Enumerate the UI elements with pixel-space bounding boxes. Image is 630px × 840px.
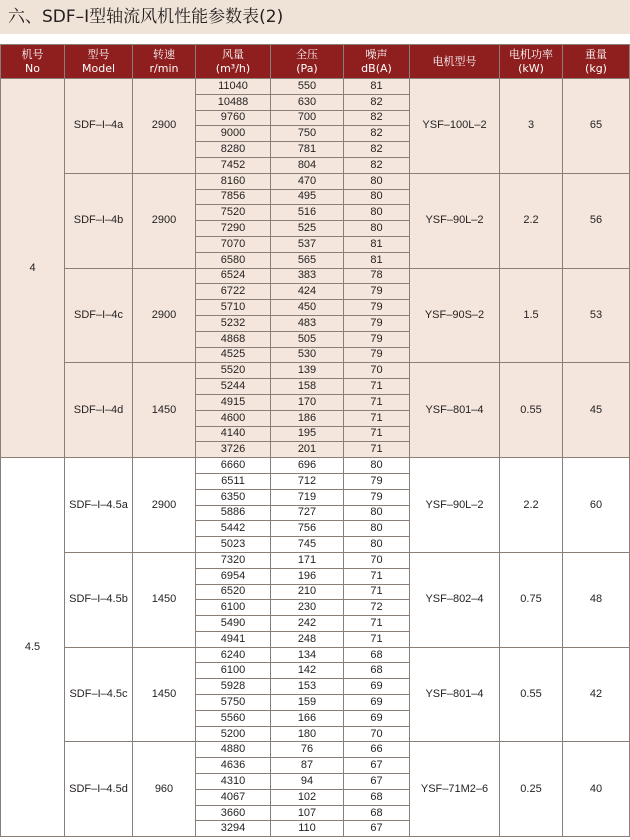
header-power-en: (kW) — [518, 61, 544, 75]
cell-model: SDF–I–4.5a — [65, 458, 133, 553]
cell-model: SDF–I–4.5b — [65, 552, 133, 647]
cell-flow: 6100 — [196, 663, 271, 679]
cell-noise: 80 — [344, 189, 410, 205]
cell-model: SDF–I–4b — [65, 173, 133, 268]
cell-noise: 82 — [344, 110, 410, 126]
cell-noise: 68 — [344, 647, 410, 663]
cell-noise: 80 — [344, 173, 410, 189]
header-noise-zh: 噪声 — [365, 47, 388, 61]
cell-power: 0.55 — [500, 647, 563, 742]
cell-noise: 67 — [344, 774, 410, 790]
cell-weight: 56 — [563, 173, 630, 268]
cell-power: 2.2 — [500, 173, 563, 268]
header-no-en: No — [25, 61, 40, 75]
cell-noise: 68 — [344, 789, 410, 805]
cell-flow: 6511 — [196, 473, 271, 489]
cell-model: SDF–I–4c — [65, 268, 133, 363]
cell-motor: YSF–802–4 — [410, 552, 500, 647]
cell-noise: 70 — [344, 726, 410, 742]
cell-noise: 79 — [344, 347, 410, 363]
cell-pressure: 139 — [271, 363, 344, 379]
cell-pressure: 505 — [271, 331, 344, 347]
cell-speed: 2900 — [133, 173, 196, 268]
cell-speed: 960 — [133, 742, 196, 837]
cell-power: 0.55 — [500, 363, 563, 458]
cell-pressure: 525 — [271, 221, 344, 237]
cell-pressure: 180 — [271, 726, 344, 742]
table-row — [1, 173, 630, 189]
cell-model: SDF–I–4.5c — [65, 647, 133, 742]
cell-noise: 71 — [344, 410, 410, 426]
cell-pressure: 756 — [271, 521, 344, 537]
cell-flow: 6350 — [196, 489, 271, 505]
cell-flow: 5232 — [196, 315, 271, 331]
cell-pressure: 745 — [271, 537, 344, 553]
header-speed-en: r/min — [149, 61, 179, 75]
cell-noise: 71 — [344, 568, 410, 584]
table-row — [1, 79, 630, 95]
cell-power: 2.2 — [500, 458, 563, 553]
cell-flow: 3660 — [196, 805, 271, 821]
cell-power: 0.25 — [500, 742, 563, 837]
cell-noise: 69 — [344, 679, 410, 695]
cell-flow: 5520 — [196, 363, 271, 379]
cell-speed: 2900 — [133, 268, 196, 363]
cell-weight: 48 — [563, 552, 630, 647]
cell-pressure: 383 — [271, 268, 344, 284]
cell-noise: 68 — [344, 663, 410, 679]
cell-noise: 79 — [344, 284, 410, 300]
cell-pressure: 483 — [271, 315, 344, 331]
cell-noise: 82 — [344, 157, 410, 173]
cell-pressure: 530 — [271, 347, 344, 363]
cell-pressure: 195 — [271, 426, 344, 442]
table-row — [1, 742, 630, 758]
cell-motor: YSF–801–4 — [410, 647, 500, 742]
cell-noise: 81 — [344, 236, 410, 252]
header-flow — [196, 45, 271, 79]
cell-pressure: 110 — [271, 821, 344, 837]
cell-weight: 40 — [563, 742, 630, 837]
cell-weight: 60 — [563, 458, 630, 553]
cell-flow: 4140 — [196, 426, 271, 442]
cell-flow: 4310 — [196, 774, 271, 790]
cell-flow: 5442 — [196, 521, 271, 537]
cell-pressure: 210 — [271, 584, 344, 600]
cell-flow: 9760 — [196, 110, 271, 126]
cell-pressure: 781 — [271, 142, 344, 158]
cell-flow: 4525 — [196, 347, 271, 363]
cell-noise: 78 — [344, 268, 410, 284]
cell-flow: 4868 — [196, 331, 271, 347]
cell-noise: 81 — [344, 79, 410, 95]
cell-pressure: 727 — [271, 505, 344, 521]
cell-pressure: 450 — [271, 300, 344, 316]
cell-flow: 7452 — [196, 157, 271, 173]
page-title: 六、SDF–I型轴流风机性能参数表(2) — [8, 7, 284, 27]
cell-pressure: 550 — [271, 79, 344, 95]
cell-pressure: 186 — [271, 410, 344, 426]
cell-pressure: 201 — [271, 442, 344, 458]
cell-model: SDF–I–4a — [65, 79, 133, 174]
cell-model: SDF–I–4.5d — [65, 742, 133, 837]
cell-pressure: 696 — [271, 458, 344, 474]
cell-flow: 6954 — [196, 568, 271, 584]
performance-table — [0, 44, 630, 837]
cell-flow: 5490 — [196, 616, 271, 632]
cell-flow: 4067 — [196, 789, 271, 805]
cell-pressure: 719 — [271, 489, 344, 505]
cell-noise: 67 — [344, 821, 410, 837]
header-model-zh: 型号 — [87, 47, 110, 61]
header-motor-zh: 电机型号 — [432, 54, 477, 68]
cell-pressure: 153 — [271, 679, 344, 695]
cell-weight: 65 — [563, 79, 630, 174]
cell-speed: 1450 — [133, 552, 196, 647]
cell-flow: 5200 — [196, 726, 271, 742]
cell-noise: 72 — [344, 600, 410, 616]
cell-flow: 6520 — [196, 584, 271, 600]
cell-speed: 1450 — [133, 647, 196, 742]
header-no-zh: 机号 — [21, 47, 44, 61]
header-noise-en: dB(A) — [361, 61, 392, 75]
header-flow-zh: 风量 — [222, 47, 244, 61]
cell-flow: 7856 — [196, 189, 271, 205]
cell-flow: 11040 — [196, 79, 271, 95]
header-speed — [133, 45, 196, 79]
header-flow-en: (m³/h) — [215, 61, 251, 75]
cell-flow: 6660 — [196, 458, 271, 474]
cell-pressure: 750 — [271, 126, 344, 142]
cell-noise: 69 — [344, 710, 410, 726]
cell-speed: 1450 — [133, 363, 196, 458]
header-model-en: Model — [81, 61, 116, 75]
cell-flow: 6722 — [196, 284, 271, 300]
cell-flow: 6524 — [196, 268, 271, 284]
cell-pressure: 495 — [271, 189, 344, 205]
cell-noise: 82 — [344, 94, 410, 110]
cell-pressure: 76 — [271, 742, 344, 758]
cell-pressure: 166 — [271, 710, 344, 726]
cell-pressure: 565 — [271, 252, 344, 268]
cell-pressure: 470 — [271, 173, 344, 189]
cell-flow: 7290 — [196, 221, 271, 237]
cell-pressure: 424 — [271, 284, 344, 300]
cell-motor: YSF–801–4 — [410, 363, 500, 458]
cell-noise: 79 — [344, 300, 410, 316]
cell-noise: 81 — [344, 252, 410, 268]
cell-power: 3 — [500, 79, 563, 174]
cell-noise: 71 — [344, 631, 410, 647]
cell-flow: 9000 — [196, 126, 271, 142]
cell-pressure: 196 — [271, 568, 344, 584]
cell-noise: 80 — [344, 521, 410, 537]
cell-flow: 10488 — [196, 94, 271, 110]
cell-flow: 7070 — [196, 236, 271, 252]
header-weight — [563, 45, 630, 79]
cell-pressure: 94 — [271, 774, 344, 790]
cell-power: 0.75 — [500, 552, 563, 647]
cell-weight: 42 — [563, 647, 630, 742]
cell-fan-no: 4.5 — [1, 458, 65, 837]
header-pressure — [271, 45, 344, 79]
cell-noise: 69 — [344, 695, 410, 711]
cell-flow: 5750 — [196, 695, 271, 711]
cell-motor: YSF–90S–2 — [410, 268, 500, 363]
cell-pressure: 170 — [271, 394, 344, 410]
cell-noise: 66 — [344, 742, 410, 758]
cell-pressure: 700 — [271, 110, 344, 126]
cell-motor: YSF–90L–2 — [410, 458, 500, 553]
cell-noise: 79 — [344, 489, 410, 505]
cell-pressure: 142 — [271, 663, 344, 679]
cell-motor: YSF–100L–2 — [410, 79, 500, 174]
cell-noise: 82 — [344, 126, 410, 142]
header-motor — [410, 45, 500, 79]
cell-pressure: 242 — [271, 616, 344, 632]
header-model — [65, 45, 133, 79]
cell-flow: 5023 — [196, 537, 271, 553]
cell-noise: 70 — [344, 363, 410, 379]
cell-flow: 4941 — [196, 631, 271, 647]
cell-noise: 79 — [344, 315, 410, 331]
cell-noise: 71 — [344, 426, 410, 442]
cell-power: 1.5 — [500, 268, 563, 363]
cell-flow: 8280 — [196, 142, 271, 158]
cell-weight: 53 — [563, 268, 630, 363]
header-speed-zh: 转速 — [153, 47, 175, 61]
cell-flow: 5710 — [196, 300, 271, 316]
header-weight-en: (kg) — [585, 61, 607, 75]
cell-flow: 4915 — [196, 394, 271, 410]
cell-flow: 5560 — [196, 710, 271, 726]
cell-pressure: 804 — [271, 157, 344, 173]
header-power — [500, 45, 563, 79]
header-pressure-zh: 全压 — [296, 47, 318, 61]
cell-flow: 6240 — [196, 647, 271, 663]
cell-flow: 5244 — [196, 379, 271, 395]
table-row — [1, 363, 630, 379]
cell-noise: 80 — [344, 221, 410, 237]
cell-noise: 79 — [344, 473, 410, 489]
cell-model: SDF–I–4d — [65, 363, 133, 458]
cell-weight: 45 — [563, 363, 630, 458]
cell-pressure: 230 — [271, 600, 344, 616]
cell-flow: 5928 — [196, 679, 271, 695]
table-row — [1, 552, 630, 568]
header-noise — [344, 45, 410, 79]
cell-flow: 4636 — [196, 758, 271, 774]
cell-flow: 7520 — [196, 205, 271, 221]
cell-pressure: 158 — [271, 379, 344, 395]
cell-pressure: 134 — [271, 647, 344, 663]
cell-pressure: 87 — [271, 758, 344, 774]
cell-pressure: 159 — [271, 695, 344, 711]
cell-pressure: 537 — [271, 236, 344, 252]
table-row — [1, 458, 630, 474]
table-row — [1, 268, 630, 284]
cell-flow: 4600 — [196, 410, 271, 426]
table-row — [1, 647, 630, 663]
cell-noise: 79 — [344, 331, 410, 347]
cell-noise: 67 — [344, 758, 410, 774]
cell-noise: 70 — [344, 552, 410, 568]
cell-pressure: 102 — [271, 789, 344, 805]
table-body — [1, 79, 630, 837]
table-container — [0, 44, 629, 837]
cell-flow: 7320 — [196, 552, 271, 568]
header-no — [1, 45, 65, 79]
cell-noise: 80 — [344, 537, 410, 553]
cell-noise: 71 — [344, 584, 410, 600]
cell-noise: 71 — [344, 394, 410, 410]
cell-flow: 4880 — [196, 742, 271, 758]
cell-fan-no: 4 — [1, 79, 65, 458]
header-weight-zh: 重量 — [585, 47, 607, 61]
cell-pressure: 516 — [271, 205, 344, 221]
cell-pressure: 107 — [271, 805, 344, 821]
cell-noise: 82 — [344, 142, 410, 158]
cell-noise: 80 — [344, 505, 410, 521]
title-bar — [0, 0, 630, 34]
header-row — [1, 45, 630, 79]
cell-noise: 71 — [344, 616, 410, 632]
cell-flow: 3294 — [196, 821, 271, 837]
cell-noise: 71 — [344, 442, 410, 458]
cell-flow: 8160 — [196, 173, 271, 189]
cell-pressure: 630 — [271, 94, 344, 110]
header-power-zh: 电机功率 — [509, 47, 553, 61]
cell-noise: 71 — [344, 379, 410, 395]
cell-flow: 6580 — [196, 252, 271, 268]
cell-motor: YSF–90L–2 — [410, 173, 500, 268]
header-pressure-en: (Pa) — [296, 61, 318, 75]
cell-flow: 6100 — [196, 600, 271, 616]
cell-noise: 80 — [344, 458, 410, 474]
cell-pressure: 171 — [271, 552, 344, 568]
cell-noise: 80 — [344, 205, 410, 221]
cell-speed: 2900 — [133, 79, 196, 174]
cell-motor: YSF–71M2–6 — [410, 742, 500, 837]
cell-pressure: 712 — [271, 473, 344, 489]
cell-flow: 5886 — [196, 505, 271, 521]
cell-noise: 68 — [344, 805, 410, 821]
cell-speed: 2900 — [133, 458, 196, 553]
cell-pressure: 248 — [271, 631, 344, 647]
cell-flow: 3726 — [196, 442, 271, 458]
